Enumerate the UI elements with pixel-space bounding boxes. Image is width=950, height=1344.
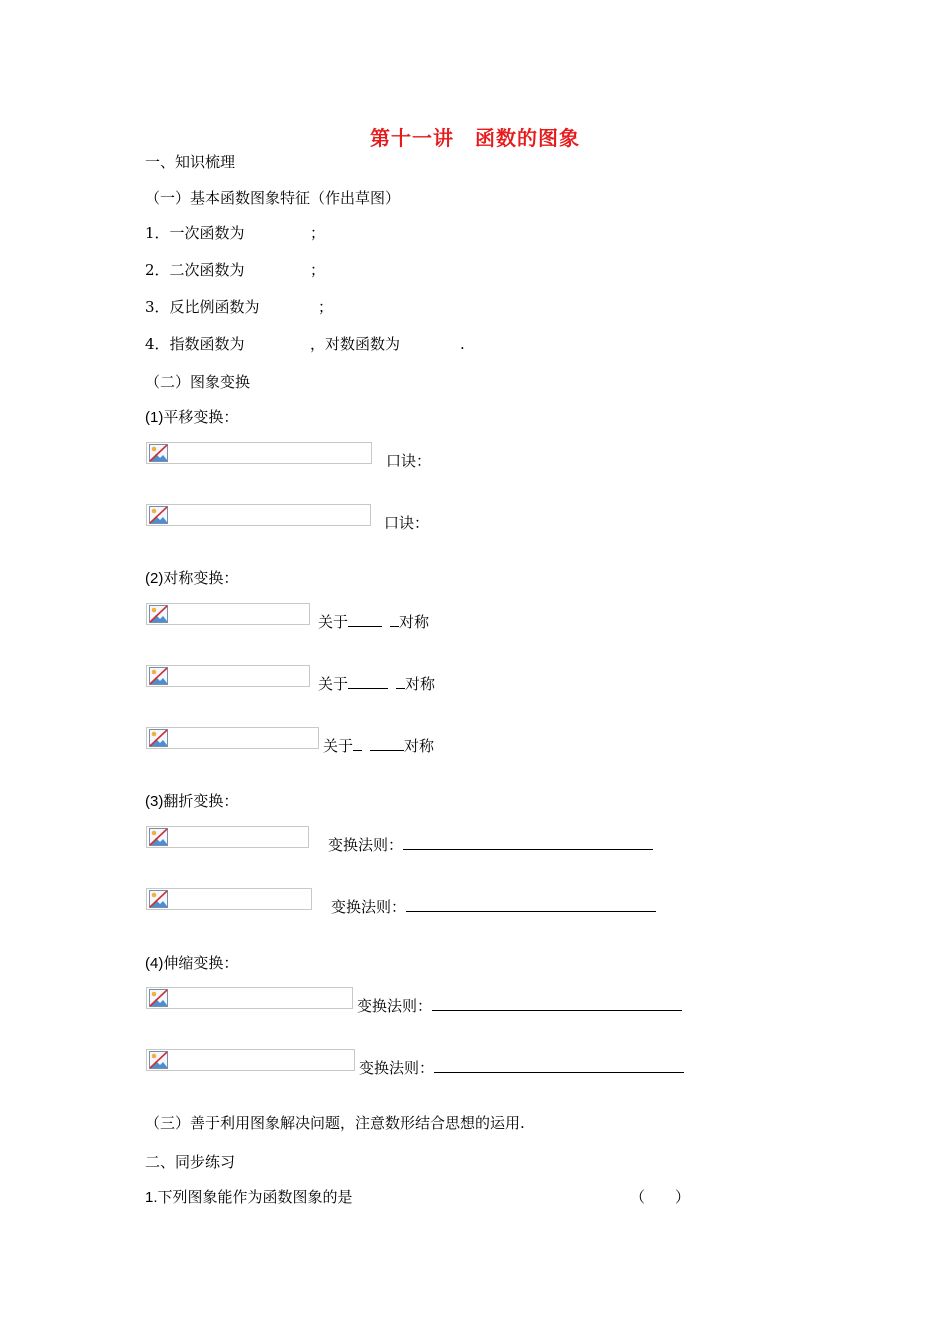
symmetry-heading xyxy=(145,568,238,589)
page-title: 第十一讲 函数的图象 xyxy=(370,126,580,150)
mnemonic-label: 口诀： xyxy=(386,452,432,470)
formula-image-placeholder xyxy=(146,504,371,526)
stretch-heading xyxy=(145,953,238,974)
question-number: 1. xyxy=(145,1189,158,1206)
item-exp-function xyxy=(145,334,245,354)
formula-image-placeholder xyxy=(146,987,353,1009)
formula-image-placeholder xyxy=(146,1049,355,1071)
about-label: 关于 xyxy=(318,675,349,693)
rule-label: 变换法则： xyxy=(357,997,433,1015)
formula-image-placeholder xyxy=(146,442,372,464)
formula-image-placeholder xyxy=(146,665,310,687)
heading-number: (2) xyxy=(145,570,164,587)
heading-number: (3) xyxy=(145,793,164,810)
item-number: 3． xyxy=(145,298,170,316)
flip-heading xyxy=(145,791,238,812)
item-end-punct: ； xyxy=(310,261,326,279)
rule-label: 变换法则： xyxy=(331,898,407,916)
fill-blank[interactable] xyxy=(348,612,382,627)
symmetric-label: 对称 xyxy=(404,737,435,755)
symmetry-blank-line xyxy=(323,736,434,756)
rule-line xyxy=(359,1058,684,1078)
rule-label: 变换法则： xyxy=(359,1059,435,1077)
broken-image-icon xyxy=(149,1051,168,1069)
symmetry-blank-line xyxy=(318,612,429,632)
subsection-basic-functions: （一）基本函数图象特征（作出草图） xyxy=(145,189,401,207)
item-number: 4． xyxy=(145,335,170,353)
fill-blank[interactable] xyxy=(432,996,682,1011)
item-text: 一次函数为 xyxy=(169,224,245,242)
item-text: 二次函数为 xyxy=(169,261,245,279)
formula-image-placeholder xyxy=(146,826,309,848)
formula-image-placeholder xyxy=(146,888,312,910)
item-inverse-function xyxy=(145,297,260,317)
item-text: 反比例函数为 xyxy=(169,298,260,316)
rule-line xyxy=(328,835,653,855)
broken-image-icon xyxy=(149,506,168,524)
fill-blank[interactable] xyxy=(370,736,404,751)
subsection-transform: （二）图象变换 xyxy=(145,373,251,391)
question-1 xyxy=(145,1187,353,1208)
subsection-graph-usage: （三）善于利用图象解决问题，注意数形结合思想的运用. xyxy=(145,1114,525,1132)
rule-line xyxy=(331,897,656,917)
mnemonic-label: 口诀： xyxy=(384,514,430,532)
broken-image-icon xyxy=(149,828,168,846)
fill-blank[interactable] xyxy=(390,612,399,627)
heading-number: (4) xyxy=(145,955,164,972)
symmetric-label: 对称 xyxy=(399,613,430,631)
symmetry-blank-line xyxy=(318,674,435,694)
rule-line xyxy=(357,996,682,1016)
item-number: 2． xyxy=(145,261,170,279)
formula-image-placeholder xyxy=(146,603,310,625)
item-log-function: ，对数函数为 xyxy=(310,335,401,353)
item-quadratic-function xyxy=(145,260,245,280)
about-label: 关于 xyxy=(318,613,349,631)
fill-blank[interactable] xyxy=(403,835,653,850)
section-knowledge-heading: 一、知识梳理 xyxy=(145,153,236,171)
broken-image-icon xyxy=(149,890,168,908)
question-text: 下列图象能作为函数图象的是 xyxy=(157,1188,353,1206)
heading-label: 平移变换： xyxy=(163,408,239,426)
item-text: 指数函数为 xyxy=(169,335,245,353)
broken-image-icon xyxy=(149,667,168,685)
formula-image-placeholder xyxy=(146,727,319,749)
fill-blank[interactable] xyxy=(348,674,388,689)
symmetric-label: 对称 xyxy=(405,675,436,693)
heading-label: 翻折变换： xyxy=(163,792,239,810)
rule-label: 变换法则： xyxy=(328,836,404,854)
answer-parentheses[interactable]: （ ） xyxy=(630,1188,691,1206)
broken-image-icon xyxy=(149,444,168,462)
item-end-punct: ； xyxy=(310,224,326,242)
heading-number: (1) xyxy=(145,409,164,426)
heading-label: 对称变换： xyxy=(163,569,239,587)
broken-image-icon xyxy=(149,989,168,1007)
fill-blank[interactable] xyxy=(406,897,656,912)
item-end-punct: . xyxy=(460,335,465,353)
item-number: 1． xyxy=(145,224,170,242)
fill-blank[interactable] xyxy=(353,736,362,751)
translation-heading xyxy=(145,407,238,428)
item-end-punct: ； xyxy=(318,298,334,316)
broken-image-icon xyxy=(149,605,168,623)
section-practice-heading: 二、同步练习 xyxy=(145,1153,236,1171)
fill-blank[interactable] xyxy=(396,674,405,689)
about-label: 关于 xyxy=(323,737,354,755)
broken-image-icon xyxy=(149,729,168,747)
fill-blank[interactable] xyxy=(434,1058,684,1073)
heading-label: 伸缩变换： xyxy=(163,954,239,972)
item-linear-function xyxy=(145,223,245,243)
